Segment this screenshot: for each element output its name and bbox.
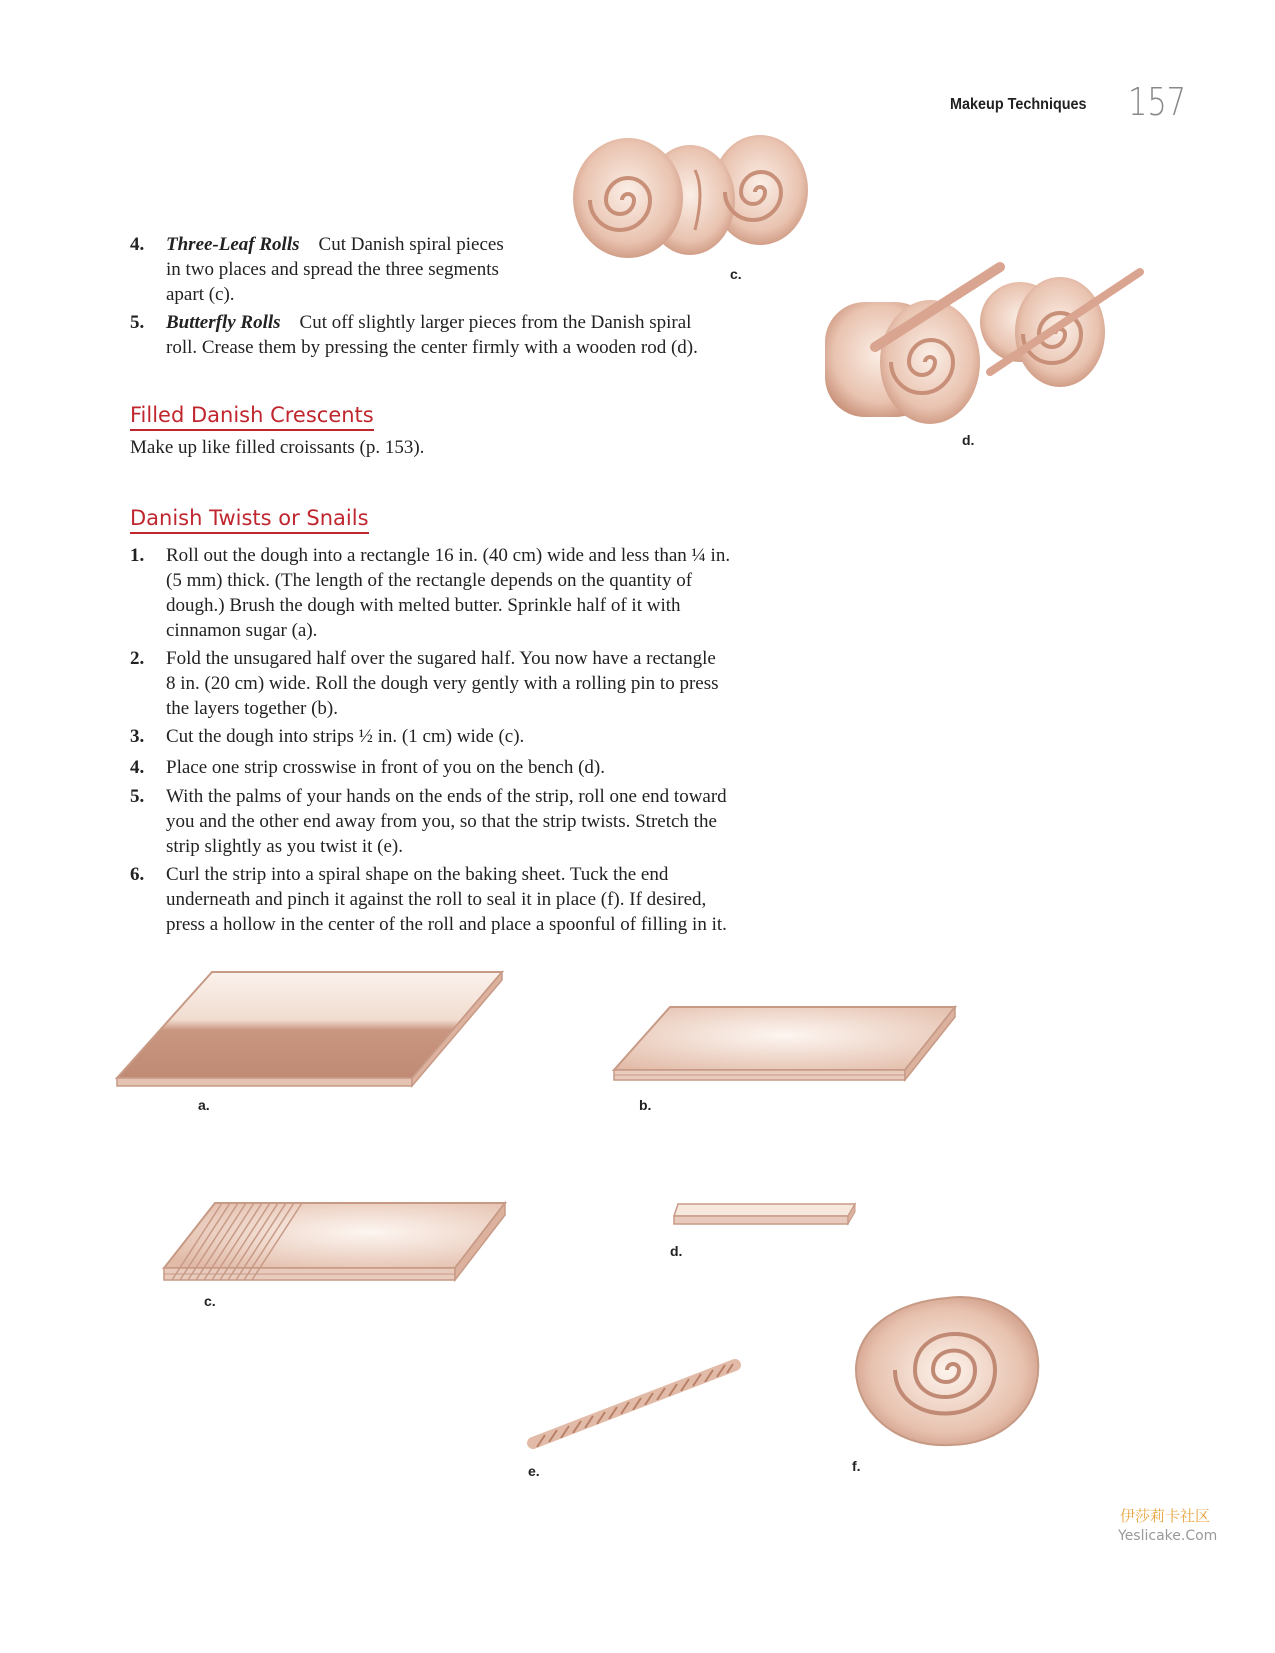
term-butterfly-rolls: Butterfly Rolls xyxy=(166,312,281,333)
text-line: Fold the unsugared half over the sugared half. You now have a rectangle xyxy=(166,648,716,669)
text-line: Place one strip crosswise in front of you on the bench (d). xyxy=(166,757,606,778)
step-number: 4. xyxy=(130,757,145,778)
three-leaf-roll-illustration xyxy=(570,130,815,265)
text-line: Cut the dough into strips ½ in. (1 cm) wide (c). xyxy=(166,726,525,747)
text-line: you and the other end away from you, so that the strip twists. Stretch the xyxy=(166,811,717,832)
watermark-en: Yeslicake.Com xyxy=(1118,1528,1218,1544)
text-line: underneath and pinch it against the roll to seal it in place (f). If desired, xyxy=(166,889,707,910)
figure-label-f: f. xyxy=(852,1458,861,1474)
text-line: apart (c). xyxy=(166,284,235,305)
filled-crescents-text: Make up like filled croissants (p. 153). xyxy=(130,437,425,458)
term-three-leaf-rolls: Three-Leaf Rolls xyxy=(166,234,300,255)
step-number: 3. xyxy=(130,726,145,747)
figure-label-d: d. xyxy=(670,1243,683,1259)
heading-danish-twists: Danish Twists or Snails xyxy=(130,505,369,534)
butterfly-roll-illustration xyxy=(820,262,1150,432)
running-head: Makeup Techniques xyxy=(950,96,1087,113)
text-line: (5 mm) thick. (The length of the rectangle depends on the quantity of xyxy=(166,570,693,591)
figure-label-top-c: c. xyxy=(730,266,742,282)
figure-b-folded-rectangle xyxy=(610,1002,960,1087)
figure-label-c: c. xyxy=(204,1293,216,1309)
step-number: 5. xyxy=(130,786,145,807)
figure-e-twisted-strip xyxy=(525,1355,745,1455)
text-line: dough.) Brush the dough with melted butter. Sprinkle half of it with xyxy=(166,595,681,616)
text-line: With the palms of your hands on the ends of the strip, roll one end toward xyxy=(166,786,727,807)
page-number: 157 xyxy=(1128,80,1187,124)
text-line: Roll out the dough into a rectangle 16 in. (40 cm) wide and less than ¼ in. xyxy=(166,545,731,566)
text-line: Cut off slightly larger pieces from the Danish spiral xyxy=(299,312,692,333)
step-number: 2. xyxy=(130,648,145,669)
text-line: in two places and spread the three segments xyxy=(166,259,499,280)
text-line: Curl the strip into a spiral shape on the baking sheet. Tuck the end xyxy=(166,864,669,885)
figure-label-e: e. xyxy=(528,1463,540,1479)
figure-f-spiral-snail xyxy=(850,1290,1045,1450)
text-line: strip slightly as you twist it (e). xyxy=(166,836,403,857)
figure-a-dough-rectangle xyxy=(112,968,507,1093)
text-line: roll. Crease them by pressing the center firmly with a wooden rod (d). xyxy=(166,337,698,358)
figure-label-a: a. xyxy=(198,1097,210,1113)
heading-filled-danish-crescents: Filled Danish Crescents xyxy=(130,402,374,431)
text-line: cinnamon sugar (a). xyxy=(166,620,318,641)
text-line: press a hollow in the center of the roll and place a spoonful of filling in it. xyxy=(166,914,727,935)
figure-label-b: b. xyxy=(639,1097,652,1113)
text-line: Cut Danish spiral pieces xyxy=(318,234,504,255)
list-number: 4. xyxy=(130,234,145,255)
watermark-cn: 伊莎莉卡社区 xyxy=(1120,1507,1211,1525)
text-line: the layers together (b). xyxy=(166,698,338,719)
step-number: 1. xyxy=(130,545,145,566)
figure-d-single-strip xyxy=(670,1200,860,1230)
list-number: 5. xyxy=(130,312,145,333)
figure-c-cut-strips xyxy=(160,1198,510,1288)
step-number: 6. xyxy=(130,864,145,885)
figure-label-top-d: d. xyxy=(962,432,975,448)
text-line: 8 in. (20 cm) wide. Roll the dough very gently with a rolling pin to press xyxy=(166,673,719,694)
